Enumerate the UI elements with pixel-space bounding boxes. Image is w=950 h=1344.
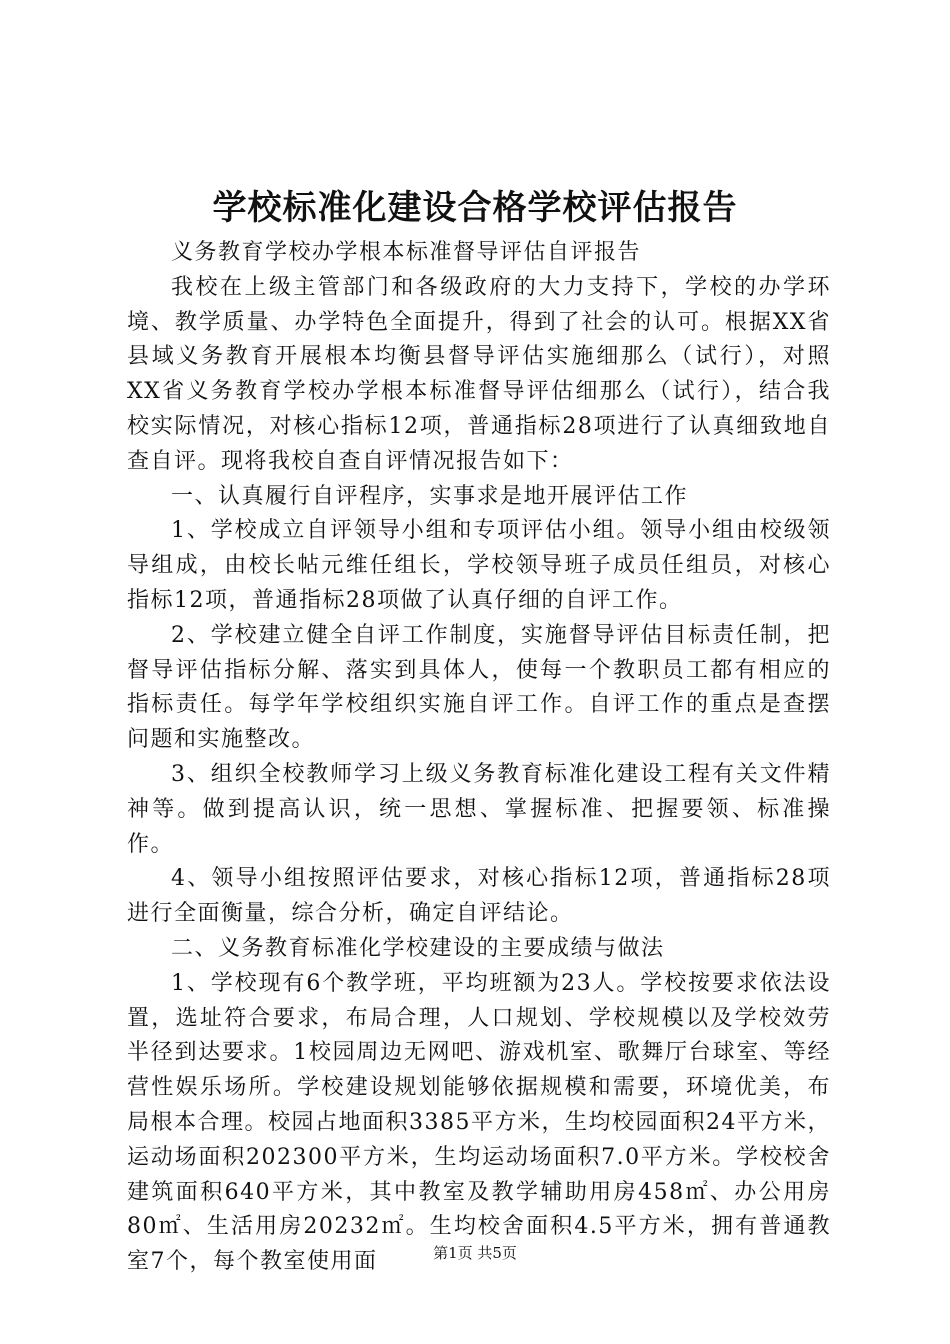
body-paragraph: 1、学校现有6个教学班，平均班额为23人。学校按要求依法设置，选址符合要求，布局合理，人口规划、学校规模以及学校效劳半径到达要求。1校园周边无网吧、游戏机室、歌舞厅台球室、等经营性娱乐场所。学校建设规划能够依据规模和需要，环境优美，布局根本合理。校园占地面积3385平方米，生均校园面积24平方米，运动场面积202300平方米，生均运动场面积7.0平方米。学校校舍建筑面积640平方米，其中教室及教学辅助用房458㎡、办公用房80㎡、生活用房20232㎡。生均校舍面积4.5平方米，拥有普通教室7个，每个教室使用面 (127, 970, 831, 1275)
body-paragraph: 4、领导小组按照评估要求，对核心指标12项，普通指标28项进行全面衡量，综合分析，确定自评结论。 (127, 866, 831, 927)
body-paragraph: 3、组织全校教师学习上级义务教育标准化建设工程有关文件精神等。做到提高认识，统一思想、掌握标准、把握要领、标准操作。 (127, 761, 831, 857)
body-paragraph: 2、学校建立健全自评工作制度，实施督导评估目标责任制，把督导评估指标分解、落实到具体人，使每一个教职员工都有相应的指标责任。每学年学校组织实施自评工作。自评工作的重点是查摆问题和实施整改。 (127, 622, 831, 753)
document-title: 学校标准化建设合格学校评估报告 (212, 188, 738, 228)
body-paragraph: 1、学校成立自评领导小组和专项评估小组。领导小组由校级领导组成，由校长帖元维任组长，学校领导班子成员任组员，对核心指标12项，普通指标28项做了认真仔细的自评工作。 (127, 518, 831, 613)
page-number-footer: 第1页 共5页 (433, 1244, 517, 1262)
section-heading: 二、义务教育标准化学校建设的主要成绩与做法 (171, 935, 665, 961)
section-heading: 一、认真履行自评程序，实事求是地开展评估工作 (171, 483, 689, 509)
intro-paragraph: 我校在上级主管部门和各级政府的大力支持下，学校的办学环境、教学质量、办学特色全面提升，得到了社会的认可。根据XX省县域义务教育开展根本均衡县督导评估实施细那么（试行），对照XX省义务教育学校办学根本标准督导评估细那么（试行），结合我校实际情况，对核心指标12项，普通指标28项进行了认真细致地自查自评。现将我校自查自评情况报告如下： (127, 274, 831, 474)
document-body (127, 236, 831, 1280)
subtitle-paragraph: 义务教育学校办学根本标准督导评估自评报告 (171, 240, 642, 265)
